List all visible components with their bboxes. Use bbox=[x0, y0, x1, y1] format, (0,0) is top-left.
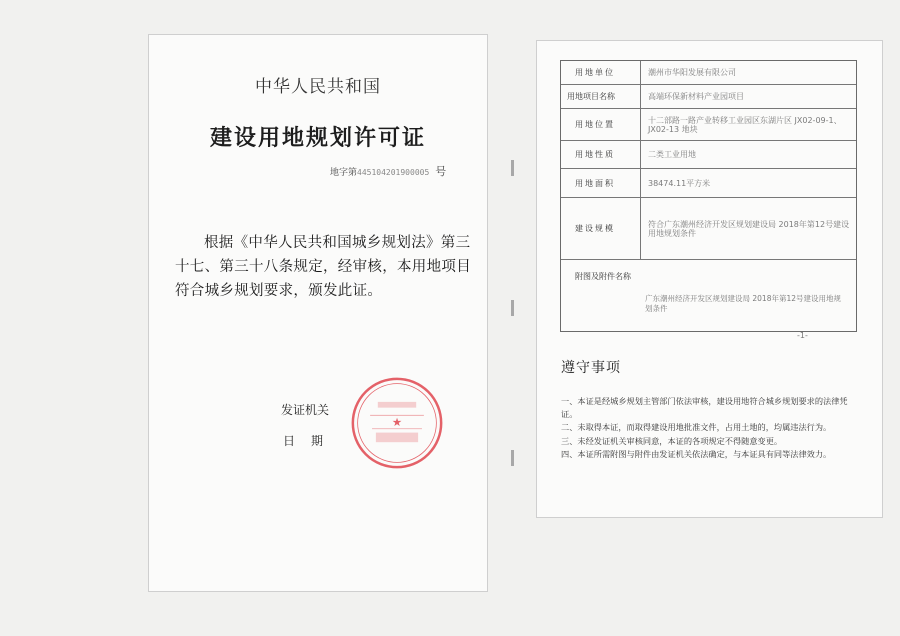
notes-title: 遵守事项 bbox=[561, 360, 621, 376]
page-number: -1- bbox=[797, 331, 808, 340]
permit-number bbox=[330, 163, 446, 179]
row-label: 用地项目名称 bbox=[561, 85, 641, 108]
row-value: 二类工业用地 bbox=[648, 150, 696, 159]
row-label: 用地位置 bbox=[561, 109, 641, 140]
land-info-table bbox=[560, 60, 857, 332]
official-seal bbox=[349, 375, 445, 471]
attachments-label: 附图及附件名称 bbox=[575, 272, 631, 281]
row-label: 用地面积 bbox=[561, 169, 641, 197]
row-label: 用地单位 bbox=[561, 61, 641, 84]
permit-detail-page bbox=[536, 40, 883, 518]
binding-mark bbox=[511, 300, 514, 316]
binding-mark bbox=[511, 160, 514, 176]
note-item: 三、未经发证机关审核同意，本证的各项规定不得随意变更。 bbox=[561, 435, 783, 446]
table-row bbox=[561, 109, 856, 141]
table-row bbox=[561, 85, 856, 109]
attachments-value: 广东潮州经济开发区规划建设局 2018年第12号建设用地规划条件 bbox=[645, 294, 842, 313]
table-row bbox=[561, 141, 856, 169]
row-value: 符合广东潮州经济开发区规划建设局 2018年第12号建设用地规划条件 bbox=[648, 219, 850, 238]
notes-list bbox=[561, 395, 861, 462]
svg-text:★: ★ bbox=[391, 414, 403, 429]
permit-number-suffix: 号 bbox=[435, 165, 447, 178]
permit-cover-page bbox=[148, 34, 488, 592]
table-row bbox=[561, 61, 856, 85]
binding-mark bbox=[511, 450, 514, 466]
row-label: 建设规模 bbox=[561, 198, 641, 259]
row-value: 38474.11平方米 bbox=[648, 178, 711, 188]
permit-body-text: 根据《中华人民共和国城乡规划法》第三十七、第三十八条规定，经审核，本用地项目符合城乡规划要求，颁发此证。 bbox=[175, 235, 471, 299]
country-title: 中华人民共和国 bbox=[255, 77, 381, 97]
permit-number-value: 445104201900005 bbox=[357, 168, 430, 177]
note-item: 二、未取得本证，而取得建设用地批准文件，占用土地的，均属违法行为。 bbox=[561, 422, 832, 432]
date-label: 日期 bbox=[283, 434, 340, 448]
row-label: 用地性质 bbox=[561, 141, 641, 168]
note-item: 四、本证所需附图与附件由发证机关依法确定，与本证具有同等法律效力。 bbox=[561, 449, 832, 459]
permit-title: 建设用地规划许可证 bbox=[209, 126, 426, 151]
issuer-label: 发证机关 bbox=[281, 403, 330, 417]
table-row bbox=[561, 169, 856, 198]
row-value: 十二部路一路产业转移工业园区东湖片区 JX02-09-1、JX02-13 地块 bbox=[648, 115, 842, 134]
permit-number-prefix: 地字第 bbox=[330, 168, 358, 178]
row-value: 高端环保新材料产业园项目 bbox=[648, 92, 744, 101]
row-value: 潮州市华阳发展有限公司 bbox=[648, 68, 736, 77]
note-item: 一、本证是经城乡规划主管部门依法审核，建设用地符合城乡规划要求的法律凭证。 bbox=[561, 396, 848, 419]
table-row bbox=[561, 198, 856, 260]
